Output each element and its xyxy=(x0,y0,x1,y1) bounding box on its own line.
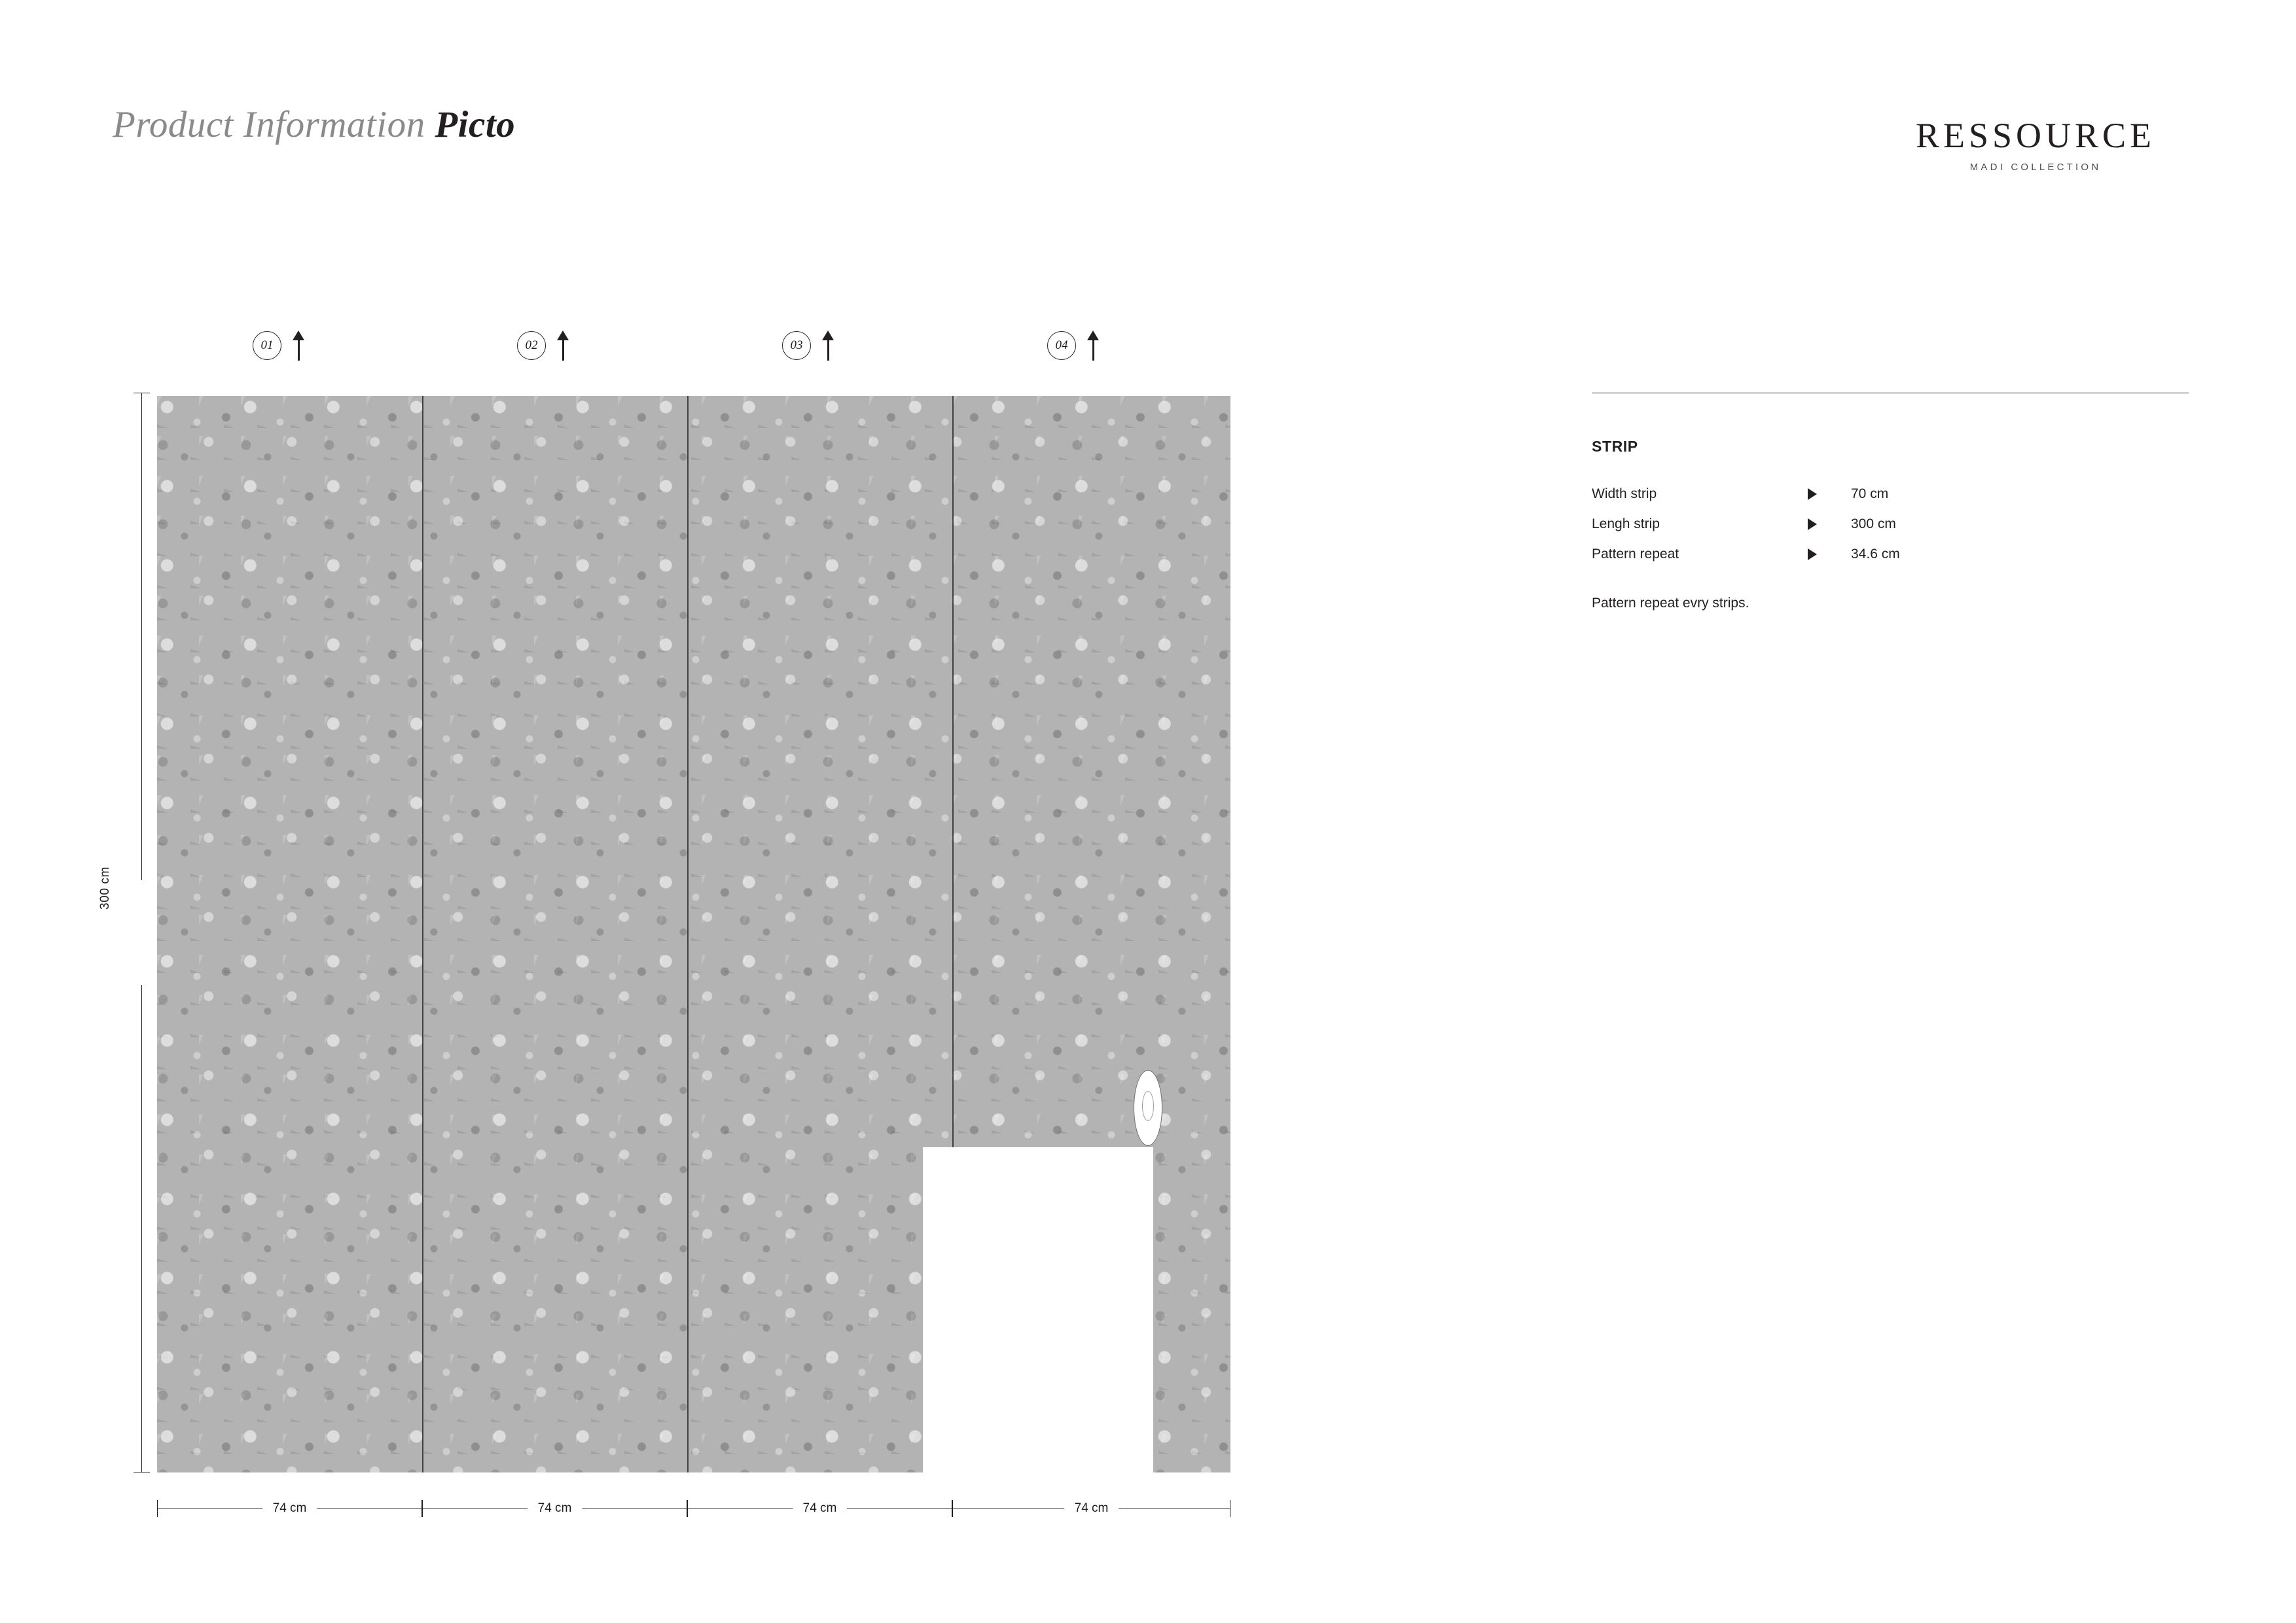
spec-label-length-strip: Lengh strip xyxy=(1592,516,1660,531)
width-dimension-03 xyxy=(687,1499,952,1525)
brand-subtitle: MADI COLLECTION xyxy=(1969,162,2102,173)
spec-row-length-strip xyxy=(1592,509,2189,539)
roll-cut-mask xyxy=(923,1147,1153,1474)
height-dimension-line xyxy=(130,393,153,1472)
strip-marker-02 xyxy=(517,330,572,361)
spec-label-pattern-repeat: Pattern repeat xyxy=(1592,546,1679,562)
spec-value-width-strip: 70 cm xyxy=(1851,486,1889,501)
height-dimension-label: 300 cm xyxy=(98,866,112,910)
page-title xyxy=(113,103,515,146)
strip-badge-04: 04 xyxy=(1047,331,1076,360)
triangle-right-icon xyxy=(1808,548,1817,560)
brand-name: RESSOURCE xyxy=(1915,116,2156,155)
width-dimension-04 xyxy=(952,1499,1230,1525)
width-label-02: 74 cm xyxy=(528,1501,583,1516)
strip-badge-02: 02 xyxy=(517,331,546,360)
brand-logo xyxy=(1885,118,2186,173)
arrow-up-icon xyxy=(555,330,572,361)
spec-value-length-strip: 300 cm xyxy=(1851,516,1896,531)
page-title-model: Picto xyxy=(435,104,516,145)
triangle-right-icon xyxy=(1808,488,1817,500)
strip-separator-1 xyxy=(422,396,423,1472)
info-section-title: STRIP xyxy=(1592,438,1638,455)
strip-badge-03: 03 xyxy=(782,331,811,360)
width-label-03: 74 cm xyxy=(793,1501,848,1516)
wallpaper-layout-drawing xyxy=(157,396,1230,1472)
page-title-lead: Product Information xyxy=(113,104,435,145)
width-dimension-row xyxy=(157,1499,1230,1525)
spec-value-pattern-repeat: 34.6 cm xyxy=(1851,546,1900,562)
arrow-up-icon xyxy=(820,330,837,361)
strip-marker-04 xyxy=(1047,330,1102,361)
triangle-right-icon xyxy=(1808,518,1817,530)
strip-marker-03 xyxy=(782,330,837,361)
strip-marker-01 xyxy=(253,330,308,361)
width-label-01: 74 cm xyxy=(262,1501,317,1516)
width-label-04: 74 cm xyxy=(1064,1501,1119,1516)
pattern-repeat-note: Pattern repeat evry strips. xyxy=(1592,596,1749,611)
spec-row-pattern-repeat xyxy=(1592,539,2189,569)
arrow-up-icon xyxy=(291,330,308,361)
width-dimension-01 xyxy=(157,1499,422,1525)
strip-badge-01: 01 xyxy=(253,331,281,360)
wallpaper-roll-core-icon xyxy=(1142,1091,1154,1121)
arrow-up-icon xyxy=(1085,330,1102,361)
spec-row-width-strip xyxy=(1592,479,2189,509)
strip-info-panel xyxy=(1592,393,2189,611)
spec-label-width-strip: Width strip xyxy=(1592,486,1657,501)
strip-separator-2 xyxy=(687,396,689,1472)
width-dimension-02 xyxy=(422,1499,687,1525)
